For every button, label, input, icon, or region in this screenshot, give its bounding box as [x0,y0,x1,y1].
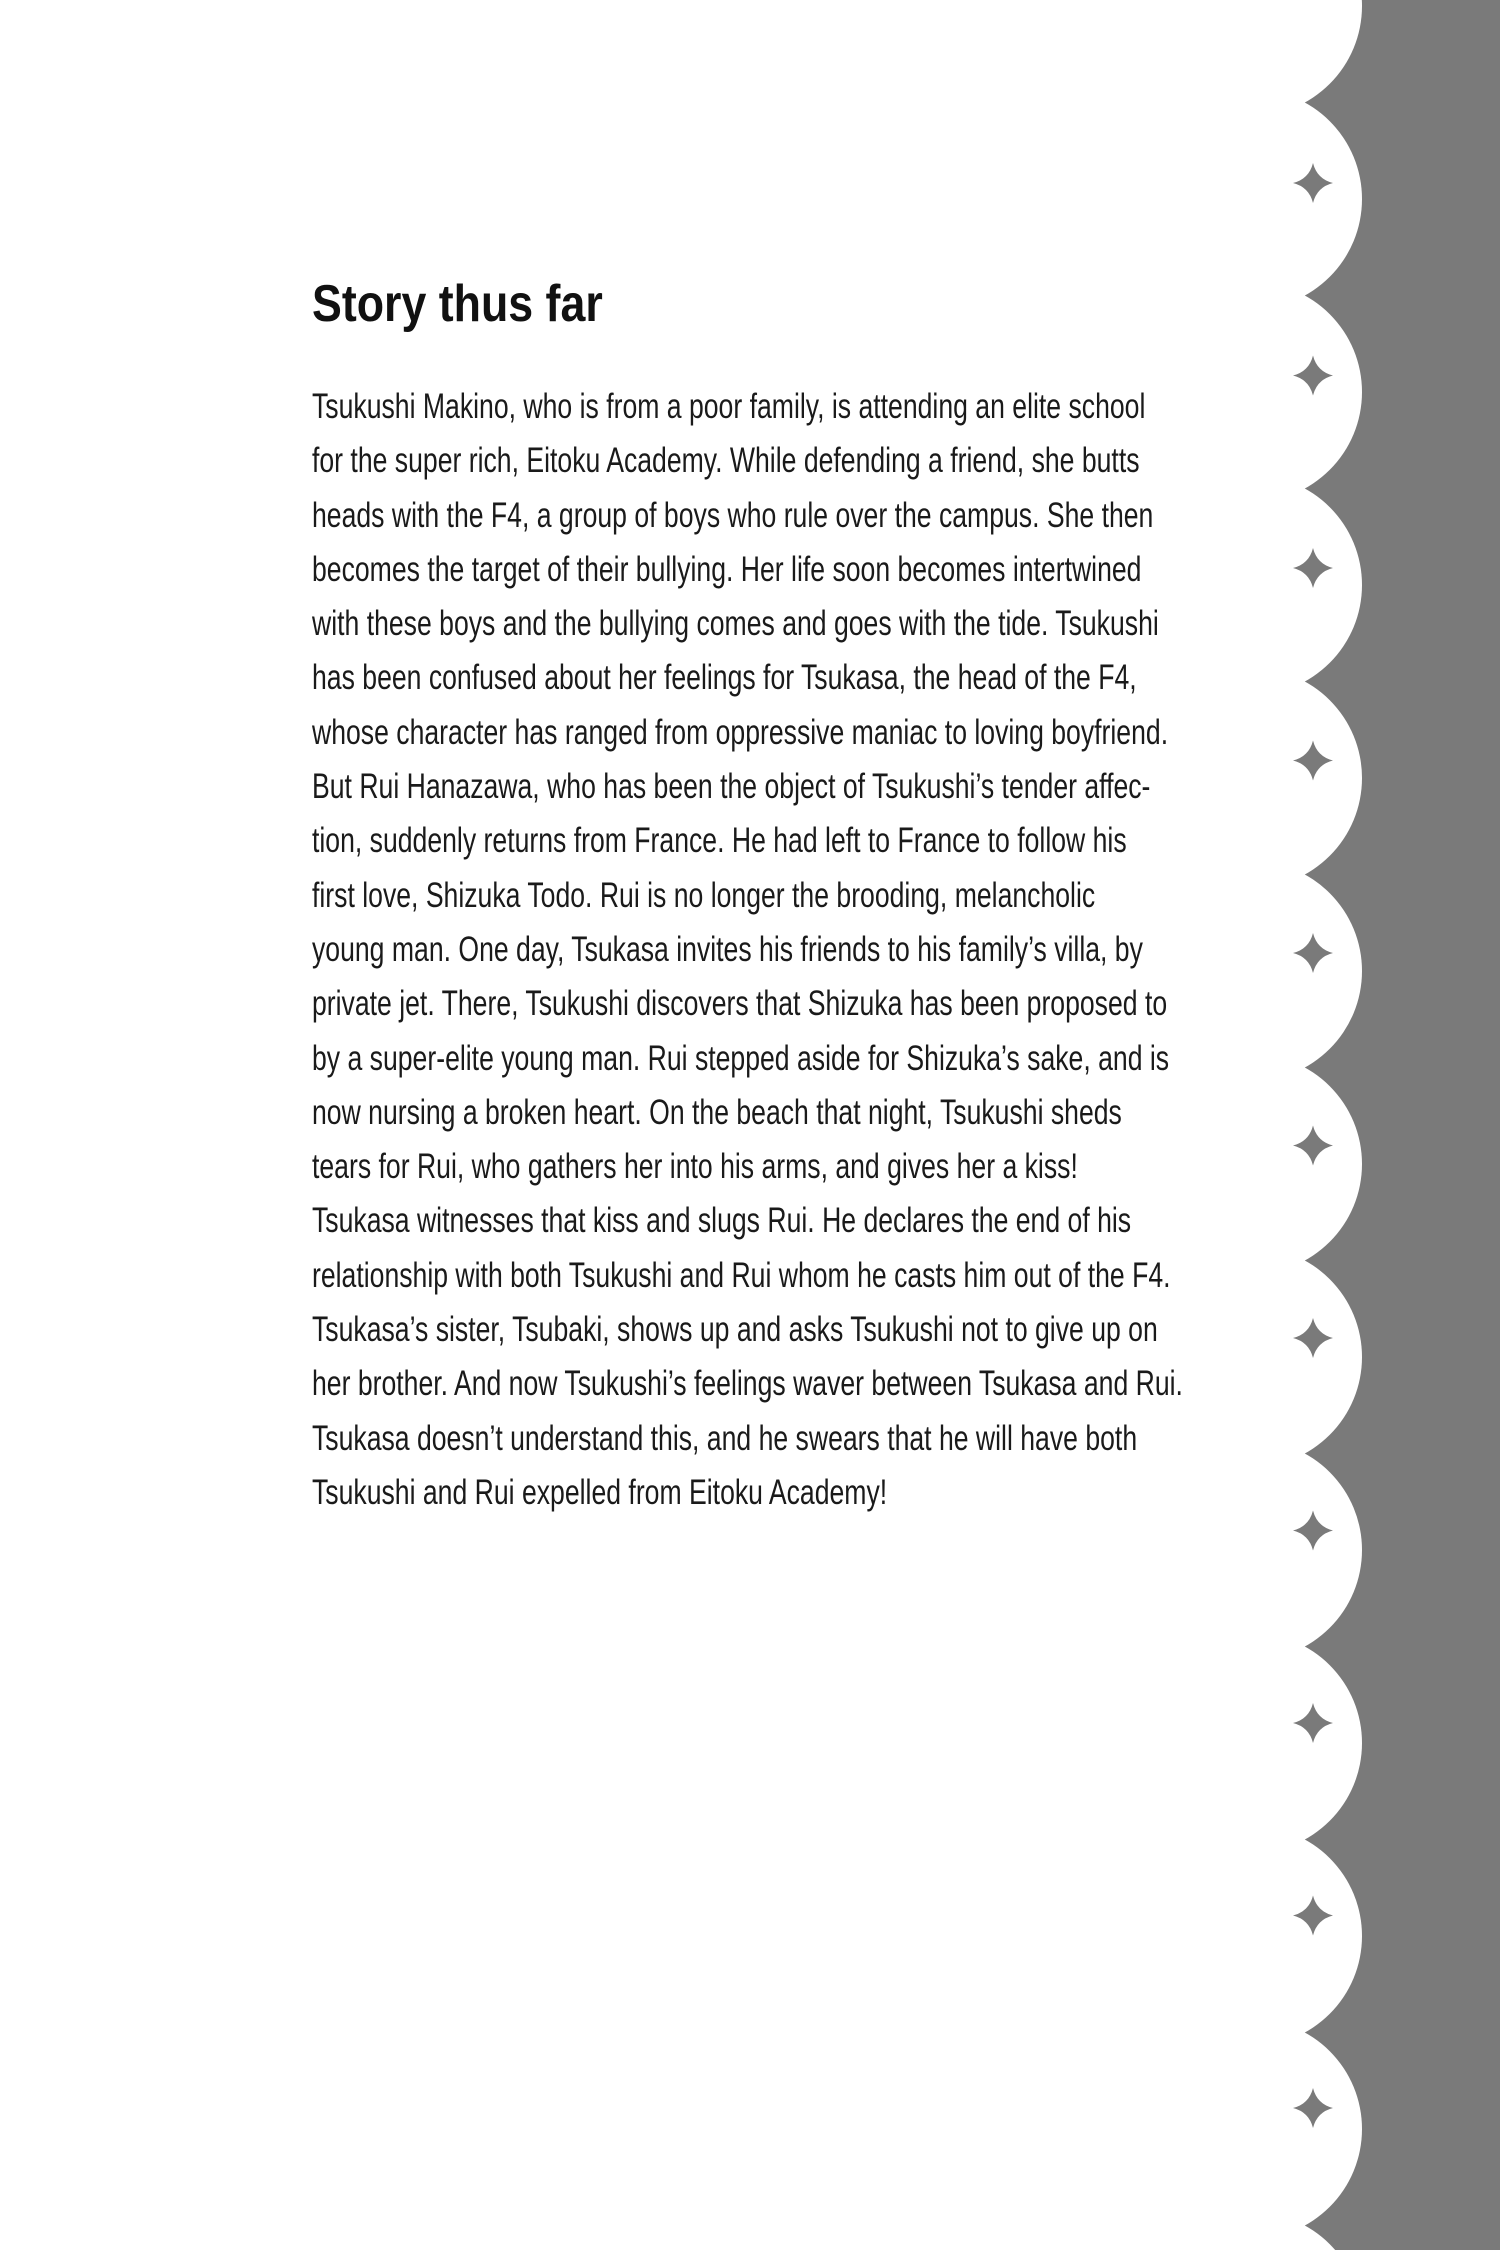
story-line: tears for Rui, who gathers her into his arms, and gives her a kiss! [312,1147,1078,1187]
story-line: Tsukushi Makino, who is from a poor family, is attending an elite school [312,387,1146,426]
story-line: heads with the F4, a group of boys who rule over the campus. She then [312,495,1154,535]
story-line: Tsukasa’s sister, Tsubaki, shows up and asks Tsukushi not to give up on [312,1310,1158,1350]
story-line: Tsukasa doesn’t understand this, and he swears that he will have both [312,1418,1138,1458]
story-line: young man. One day, Tsukasa invites his friends to his family’s villa, by [312,929,1143,969]
story-line: private jet. There, Tsukushi discovers that Shizuka has been proposed to [312,984,1168,1024]
story-line: Tsukasa witnesses that kiss and slugs Rui. He declares the end of his [312,1201,1132,1241]
story-line: becomes the target of their bullying. Her life soon becomes intertwined [312,549,1142,589]
story-line: relationship with both Tsukushi and Rui whom he casts him out of the F4. [312,1255,1171,1295]
page-title: Story thus far [312,275,603,333]
story-line: by a super-elite young man. Rui stepped aside for Shizuka’s sake, and is [312,1038,1170,1078]
story-line: her brother. And now Tsukushi’s feelings waver between Tsukasa and Rui. [312,1364,1183,1404]
story-line: for the super rich, Eitoku Academy. While defending a friend, she butts [312,441,1140,481]
story-line: now nursing a broken heart. On the beach that night, Tsukushi sheds [312,1092,1122,1132]
story-line: whose character has ranged from oppressive maniac to loving boyfriend. [312,712,1169,752]
story-line: with these boys and the bullying comes and goes with the tide. Tsukushi [312,604,1159,644]
story-line: has been confused about her feelings for Tsukasa, the head of the F4, [312,658,1137,698]
story-line: Tsukushi and Rui expelled from Eitoku Academy! [312,1472,888,1512]
story-line: first love, Shizuka Todo. Rui is no longer the brooding, melancholic [312,875,1096,915]
story-line: But Rui Hanazawa, who has been the object of Tsukushi’s tender affec- [312,767,1151,807]
decorative-scalloped-border [1280,0,1500,2250]
story-line: tion, suddenly returns from France. He had left to France to follow his [312,821,1127,861]
